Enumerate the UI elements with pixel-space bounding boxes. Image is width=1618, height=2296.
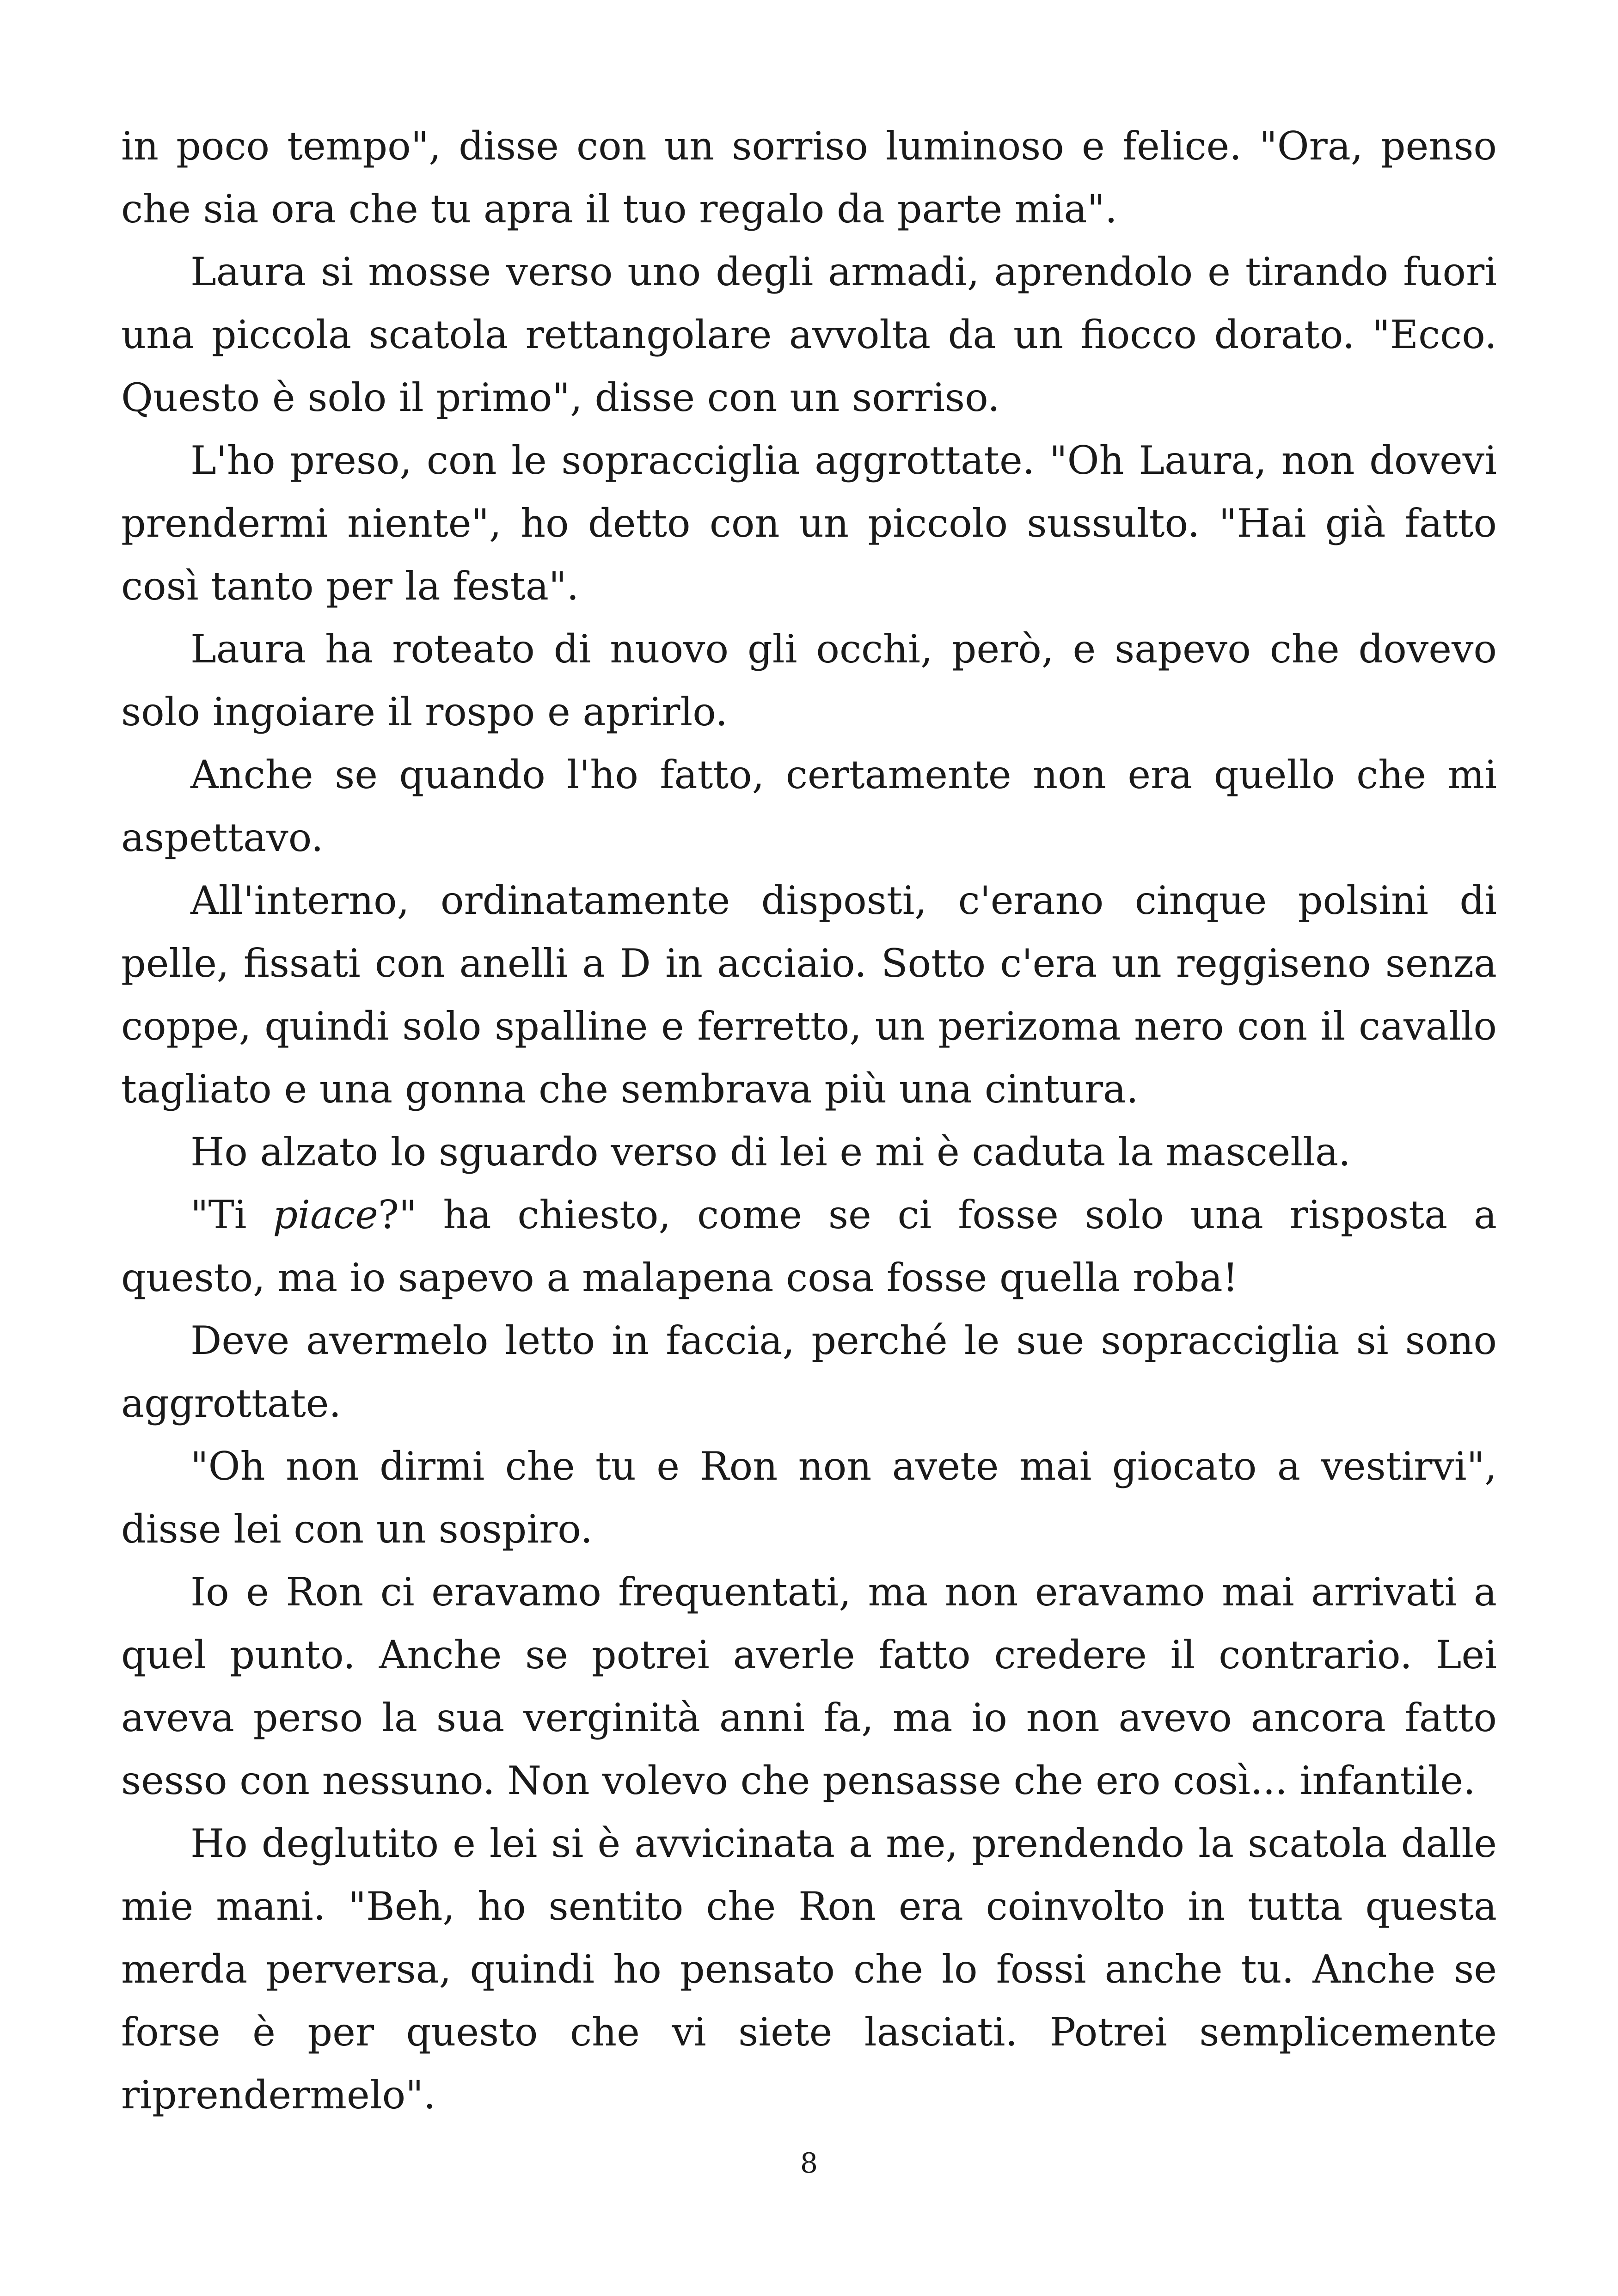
body-text bbox=[121, 115, 1497, 2126]
paragraph: Anche se quando l'ho fatto, certamente non era quello che mi aspettavo. bbox=[121, 752, 1497, 860]
paragraph: "Oh non dirmi che tu e Ron non avete mai giocato a vestirvi", disse lei con un sospiro. bbox=[121, 1444, 1497, 1552]
paragraph: L'ho preso, con le sopracciglia aggrottate. "Oh Laura, non dovevi prendermi niente", ho detto con un piccolo sussulto. "Hai già fatto così tanto per la festa". bbox=[121, 438, 1497, 609]
paragraph: Io e Ron ci eravamo frequentati, ma non eravamo mai arrivati a quel punto. Anche se potrei averle fatto credere il contrario. Lei aveva perso la sua verginità anni fa, ma io non avevo ancora fatto sesso con nessuno. Non volevo che pensasse che ero così... infantile. bbox=[121, 1569, 1497, 1803]
paragraph: Ho deglutito e lei si è avvicinata a me, prendendo la scatola dalle mie mani. "Beh, ho sentito che Ron era coinvolto in tutta questa merda perversa, quindi ho pensato che lo fossi anche tu. Anche se forse è per questo che vi siete lasciati. Potrei semplicemente riprendermelo". bbox=[121, 1821, 1497, 2118]
paragraph: Ho alzato lo sguardo verso di lei e mi è caduta la mascella. bbox=[190, 1129, 1351, 1175]
paragraph: Laura ha roteato di nuovo gli occhi, però, e sapevo che dovevo solo ingoiare il rospo e aprirlo. bbox=[121, 626, 1497, 735]
paragraph-part: ?" ha chiesto, come se ci fosse solo una risposta a questo, ma io sapevo a malapena cosa fosse quella roba! bbox=[121, 1192, 1497, 1300]
paragraph-continued: in poco tempo", disse con un sorriso luminoso e felice. "Ora, penso che sia ora che tu apra il tuo regalo da parte mia". bbox=[121, 123, 1497, 232]
paragraph: Deve avermelo letto in faccia, perché le sue sopracciglia si sono aggrottate. bbox=[121, 1318, 1497, 1426]
paragraph-part: "Ti bbox=[190, 1192, 273, 1237]
paragraph-with-italic bbox=[121, 1183, 1497, 1309]
italic-word: piace bbox=[273, 1192, 378, 1237]
paragraph: Laura si mosse verso uno degli armadi, aprendolo e tirando fuori una piccola scatola rettangolare avvolta da un fiocco dorato. "Ecco. Questo è solo il primo", disse con un sorriso. bbox=[121, 249, 1497, 420]
paragraph: All'interno, ordinatamente disposti, c'erano cinque polsini di pelle, fissati con anelli a D in acciaio. Sotto c'era un reggiseno senza coppe, quindi solo spalline e ferretto, un perizoma nero con il cavallo tagliato e una gonna che sembrava più una cintura. bbox=[121, 878, 1497, 1112]
page-number: 8 bbox=[800, 2147, 818, 2180]
